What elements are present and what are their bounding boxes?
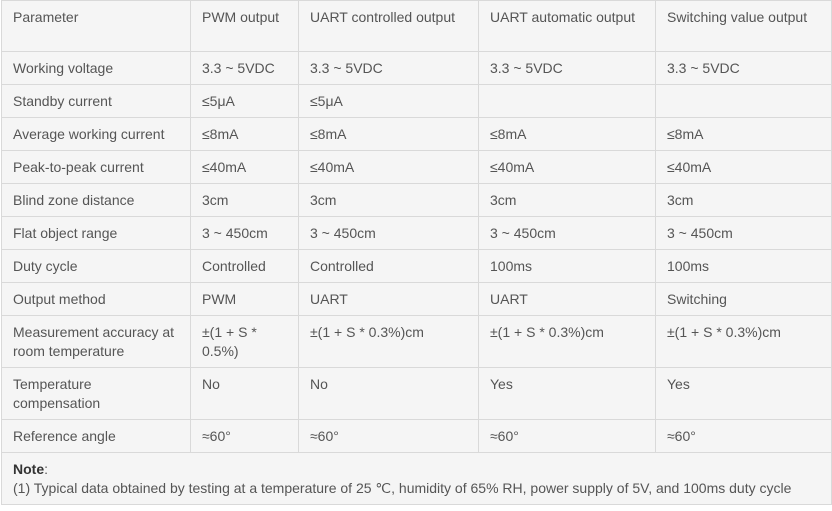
value-cell: ±(1 + S * 0.3%)cm <box>656 316 832 368</box>
value-cell: ≈60° <box>656 420 832 453</box>
table-row <box>2 250 832 283</box>
value-cell: 100ms <box>479 250 656 283</box>
value-cell: ±(1 + S * 0.3%)cm <box>479 316 656 368</box>
value-cell: Controlled <box>299 250 479 283</box>
value-cell: ≤8mA <box>479 118 656 151</box>
table-row <box>2 52 832 85</box>
table-row <box>2 420 832 453</box>
table-row <box>2 184 832 217</box>
value-cell: ≈60° <box>299 420 479 453</box>
value-cell: ≤40mA <box>479 151 656 184</box>
value-cell: UART <box>299 283 479 316</box>
value-cell: 3.3 ~ 5VDC <box>299 52 479 85</box>
value-cell: 3cm <box>656 184 832 217</box>
table-row <box>2 368 832 420</box>
parameter-cell: Standby current <box>2 85 191 118</box>
value-cell: 3 ~ 450cm <box>191 217 299 250</box>
parameter-cell: Flat object range <box>2 217 191 250</box>
value-cell: No <box>299 368 479 420</box>
value-cell: ≤5μA <box>299 85 479 118</box>
header-cell: UART automatic output <box>479 1 656 52</box>
value-cell: ≤40mA <box>656 151 832 184</box>
table-row <box>2 151 832 184</box>
value-cell: 3 ~ 450cm <box>479 217 656 250</box>
value-cell: Switching <box>656 283 832 316</box>
table-row <box>2 85 832 118</box>
value-cell: 3.3 ~ 5VDC <box>656 52 832 85</box>
value-cell: 3cm <box>299 184 479 217</box>
value-cell: ±(1 + S * 0.3%)cm <box>299 316 479 368</box>
value-cell: 3 ~ 450cm <box>299 217 479 250</box>
parameter-cell: Peak-to-peak current <box>2 151 191 184</box>
table-row <box>2 118 832 151</box>
parameter-cell: Blind zone distance <box>2 184 191 217</box>
value-cell: ≤8mA <box>656 118 832 151</box>
parameter-cell: Measurement accuracy at room temperature <box>2 316 191 368</box>
value-cell: 3.3 ~ 5VDC <box>191 52 299 85</box>
header-cell: Parameter <box>2 1 191 52</box>
note-label: Note <box>13 461 45 477</box>
note-text: (1) Typical data obtained by testing at a temperature of 25 ℃, humidity of 65% RH, power supply of 5V, and 100ms duty cycle <box>13 480 792 496</box>
note-row <box>2 453 832 505</box>
parameter-cell: Reference angle <box>2 420 191 453</box>
value-cell: ≤8mA <box>191 118 299 151</box>
value-cell: 3cm <box>191 184 299 217</box>
parameter-cell: Temperature compensation <box>2 368 191 420</box>
value-cell: ≈60° <box>479 420 656 453</box>
header-cell: UART controlled output <box>299 1 479 52</box>
value-cell: Yes <box>656 368 832 420</box>
note-cell: Note: (1) Typical data obtained by testing at a temperature of 25 ℃, humidity of 65% RH, power supply of 5V, and 100ms duty cycle <box>2 453 832 505</box>
value-cell: No <box>191 368 299 420</box>
value-cell: 100ms <box>656 250 832 283</box>
parameter-cell: Duty cycle <box>2 250 191 283</box>
parameter-cell: Working voltage <box>2 52 191 85</box>
value-cell: ≤5μA <box>191 85 299 118</box>
value-cell: ≤8mA <box>299 118 479 151</box>
header-cell: PWM output <box>191 1 299 52</box>
value-cell: 3.3 ~ 5VDC <box>479 52 656 85</box>
value-cell: PWM <box>191 283 299 316</box>
header-row <box>2 1 832 52</box>
specification-table <box>1 0 832 505</box>
parameter-cell: Output method <box>2 283 191 316</box>
value-cell: Yes <box>479 368 656 420</box>
value-cell: 3 ~ 450cm <box>656 217 832 250</box>
value-cell: Controlled <box>191 250 299 283</box>
value-cell <box>656 85 832 118</box>
value-cell: ≤40mA <box>191 151 299 184</box>
parameter-cell: Average working current <box>2 118 191 151</box>
value-cell: UART <box>479 283 656 316</box>
value-cell: ≤40mA <box>299 151 479 184</box>
header-cell: Switching value output <box>656 1 832 52</box>
value-cell: ±(1 + S * 0.5%) <box>191 316 299 368</box>
table-row <box>2 316 832 368</box>
value-cell <box>479 85 656 118</box>
value-cell: 3cm <box>479 184 656 217</box>
table-row <box>2 217 832 250</box>
value-cell: ≈60° <box>191 420 299 453</box>
table-row <box>2 283 832 316</box>
